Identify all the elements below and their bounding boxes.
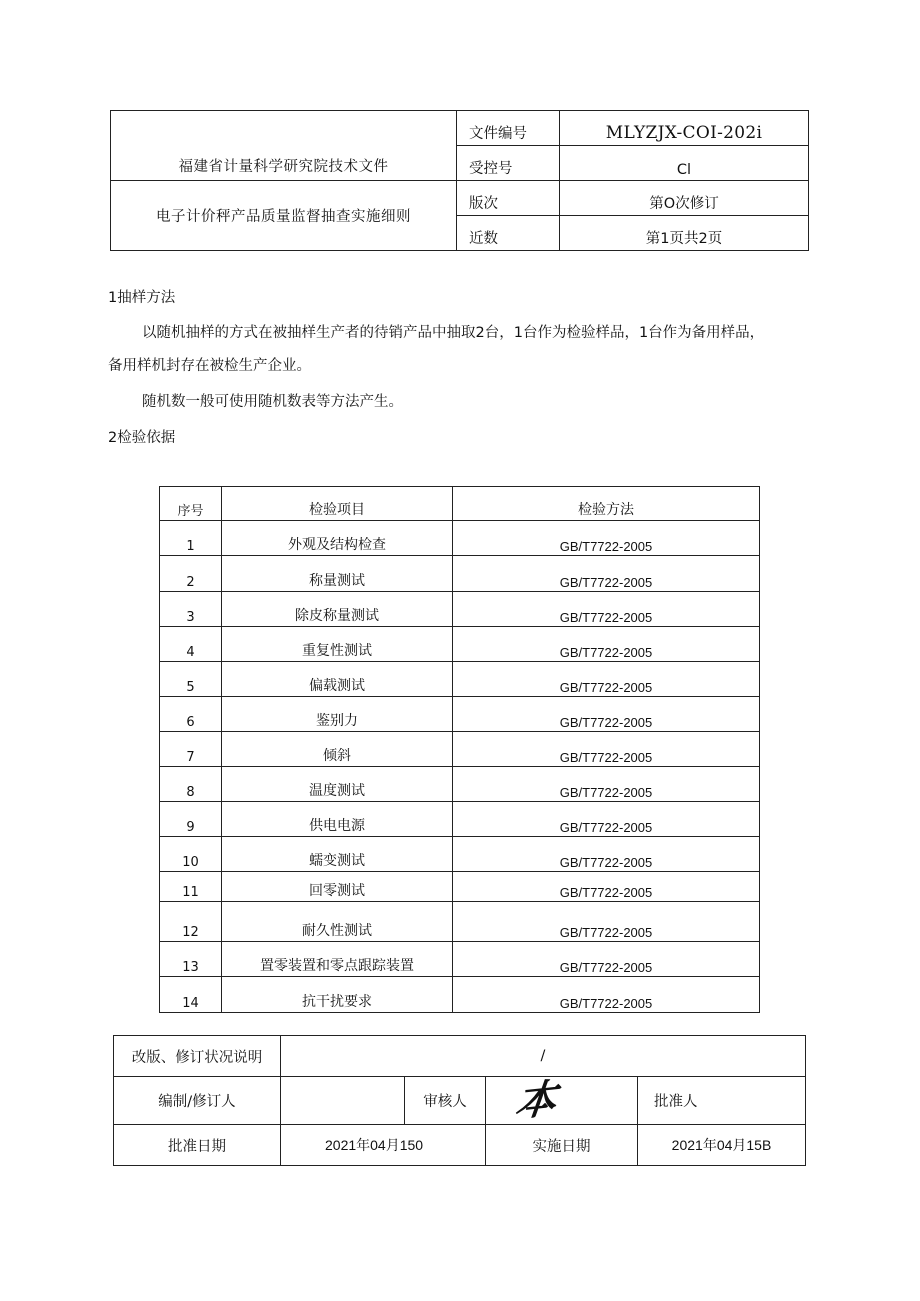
effective-date-label: 实施日期 <box>486 1125 638 1166</box>
table-row <box>160 902 760 942</box>
table-row <box>160 942 760 977</box>
approver-cell <box>638 1077 806 1125</box>
section1-heading: 1抽样方法 <box>108 290 176 306</box>
approve-date-label: 批准日期 <box>114 1125 281 1166</box>
row-no: 4 <box>160 627 222 662</box>
table-row <box>160 767 760 802</box>
table-row <box>160 592 760 627</box>
version-label: 版次 <box>457 181 560 216</box>
document-title: 电子计价秤产品质量监督抽查实施细则 <box>111 181 457 251</box>
row-no: 9 <box>160 802 222 837</box>
row-item: 温度测试 <box>222 767 453 802</box>
row-item: 回零测试 <box>222 872 453 902</box>
row-no: 8 <box>160 767 222 802</box>
reviewer-signature: 本 <box>513 1074 559 1126</box>
row-method: GB/T7722-2005 <box>453 872 760 902</box>
table-row <box>160 977 760 1013</box>
row-item: 重复性测试 <box>222 627 453 662</box>
table-row <box>160 697 760 732</box>
editor-value <box>281 1077 405 1125</box>
version-value: 第O次修订 <box>560 181 809 216</box>
section1-para2: 随机数一般可使用随机数表等方法产生。 <box>142 394 403 410</box>
approver-label: 批准人 <box>654 1094 698 1110</box>
approve-date-value: 2021年04月150 <box>281 1125 486 1166</box>
table-header-row <box>160 487 760 521</box>
header-method: 检验方法 <box>453 487 760 521</box>
row-no: 1 <box>160 521 222 556</box>
row-no: 10 <box>160 837 222 872</box>
revision-table <box>113 1035 806 1166</box>
page-label: 近数 <box>457 216 560 251</box>
revision-status-label: 改版、修订状况说明 <box>114 1036 281 1077</box>
document-header-table <box>110 110 809 251</box>
row-item: 置零装置和零点跟踪装置 <box>222 942 453 977</box>
row-item: 蠕变测试 <box>222 837 453 872</box>
row-method: GB/T7722-2005 <box>453 521 760 556</box>
row-no: 7 <box>160 732 222 767</box>
section2-heading: 2检验依据 <box>108 430 176 446</box>
reviewer-label: 审核人 <box>405 1077 486 1125</box>
table-row <box>160 521 760 556</box>
row-method: GB/T7722-2005 <box>453 732 760 767</box>
row-method: GB/T7722-2005 <box>453 697 760 732</box>
row-no: 13 <box>160 942 222 977</box>
row-item: 耐久性测试 <box>222 902 453 942</box>
row-item: 偏载测试 <box>222 662 453 697</box>
effective-date-value: 2021年04月15B <box>638 1125 806 1166</box>
page-value: 第1页共2页 <box>560 216 809 251</box>
row-item: 供电电源 <box>222 802 453 837</box>
row-method: GB/T7722-2005 <box>453 662 760 697</box>
header-item: 检验项目 <box>222 487 453 521</box>
file-number-label: 文件编号 <box>457 111 560 146</box>
section1-para1-line2: 备用样机封存在被检生产企业。 <box>108 358 311 374</box>
table-row <box>160 837 760 872</box>
row-method: GB/T7722-2005 <box>453 977 760 1013</box>
org-document-title: 福建省计量科学研究院技术文件 <box>111 111 457 181</box>
row-item: 称量测试 <box>222 556 453 592</box>
row-item: 鉴别力 <box>222 697 453 732</box>
row-method: GB/T7722-2005 <box>453 592 760 627</box>
row-no: 5 <box>160 662 222 697</box>
row-item: 外观及结构检查 <box>222 521 453 556</box>
control-number-label: 受控号 <box>457 146 560 181</box>
reviewer-signature-cell <box>486 1074 638 1126</box>
row-method: GB/T7722-2005 <box>453 556 760 592</box>
row-no: 11 <box>160 872 222 902</box>
table-row <box>160 627 760 662</box>
table-row <box>160 556 760 592</box>
table-row <box>160 662 760 697</box>
header-no: 序号 <box>160 487 222 521</box>
control-number-value: Cl <box>560 146 809 181</box>
row-method: GB/T7722-2005 <box>453 902 760 942</box>
row-no: 14 <box>160 977 222 1013</box>
revision-status-value: / <box>281 1036 806 1077</box>
row-no: 2 <box>160 556 222 592</box>
row-method: GB/T7722-2005 <box>453 627 760 662</box>
row-method: GB/T7722-2005 <box>453 837 760 872</box>
row-no: 12 <box>160 902 222 942</box>
row-item: 倾斜 <box>222 732 453 767</box>
row-method: GB/T7722-2005 <box>453 942 760 977</box>
file-number-value: MLYZJX-COI-202i <box>560 111 809 146</box>
row-item: 抗干扰要求 <box>222 977 453 1013</box>
row-no: 3 <box>160 592 222 627</box>
row-no: 6 <box>160 697 222 732</box>
inspection-table <box>159 486 760 1013</box>
row-method: GB/T7722-2005 <box>453 802 760 837</box>
table-row <box>160 802 760 837</box>
row-item: 除皮称量测试 <box>222 592 453 627</box>
row-method: GB/T7722-2005 <box>453 767 760 802</box>
table-row <box>160 732 760 767</box>
table-row <box>160 872 760 902</box>
section1-para1-line1: 以随机抽样的方式在被抽样生产者的待销产品中抽取2台，1台作为检验样品，1台作为备用样品， <box>142 325 765 341</box>
editor-label: 编制/修订人 <box>114 1077 281 1125</box>
